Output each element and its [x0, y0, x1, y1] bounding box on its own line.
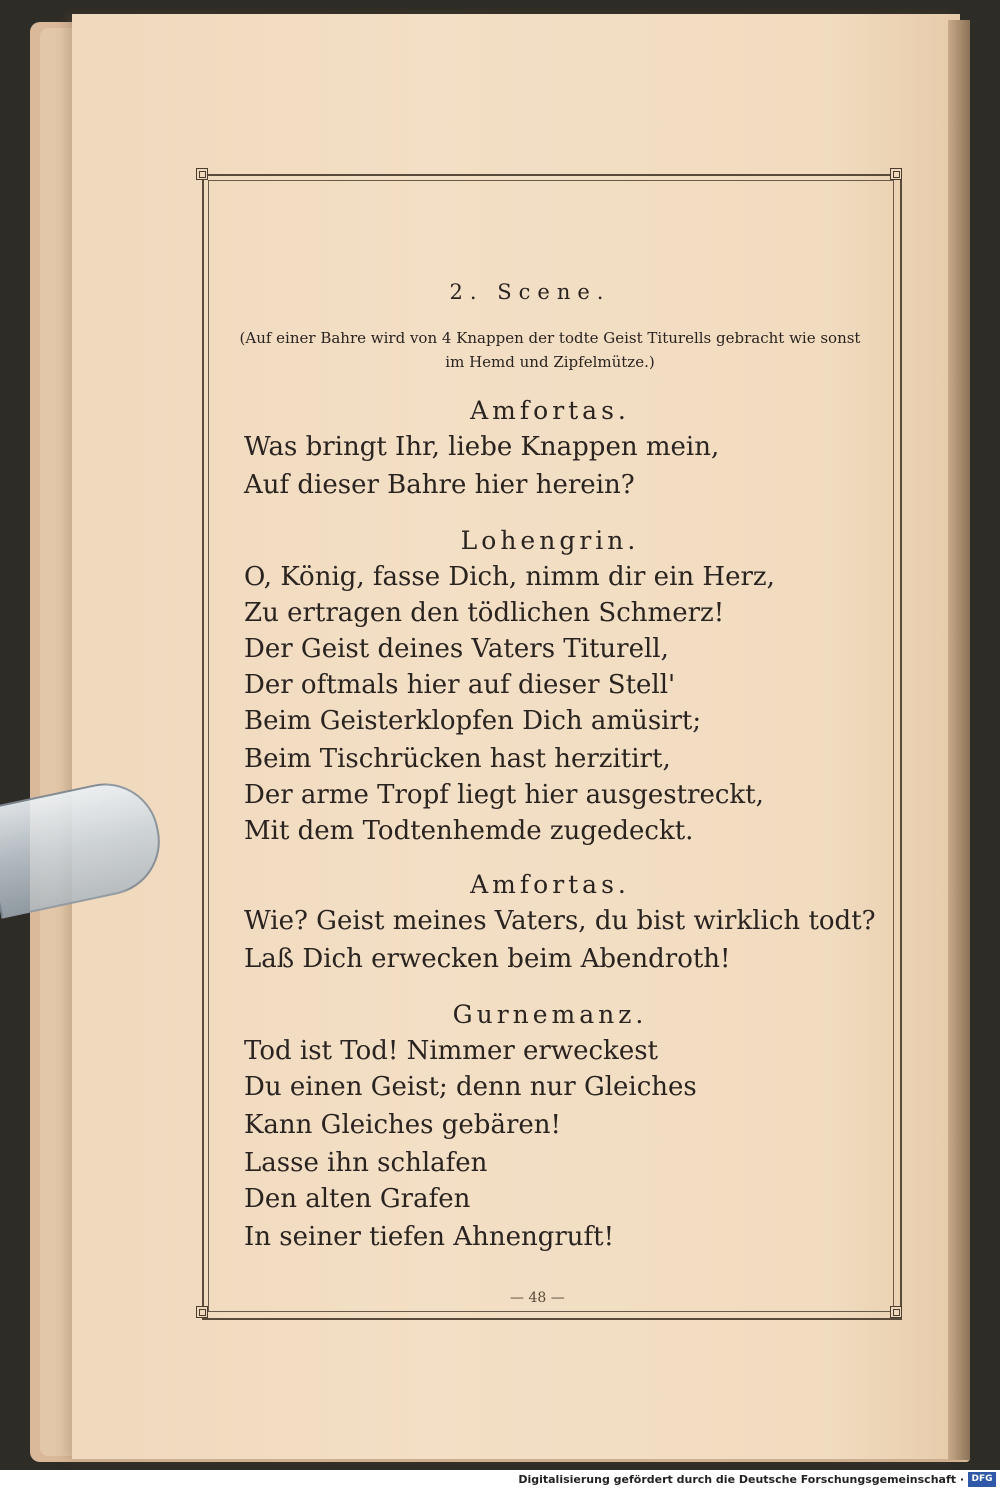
- verse-line: Laß Dich erwecken beim Abendroth!: [244, 944, 731, 974]
- verse-line: Du einen Geist; denn nur Gleiches: [244, 1072, 697, 1102]
- speaker-name: Gurnemanz.: [452, 1000, 648, 1029]
- verse-line: Beim Tischrücken hast herzitirt,: [244, 744, 671, 774]
- verse-line: Tod ist Tod! Nimmer erweckest: [244, 1036, 658, 1066]
- verse-line: Beim Geisterklopfen Dich amüsirt;: [244, 706, 702, 736]
- frame-corner-ornament: [196, 1306, 208, 1318]
- verse-line: In seiner tiefen Ahnengruft!: [244, 1222, 615, 1252]
- speaker-name: Amfortas.: [470, 870, 630, 899]
- page-number: — 48 —: [510, 1290, 565, 1306]
- funding-credit: Digitalisierung gefördert durch die Deutsche Forschungsgemeinschaft ·: [518, 1473, 964, 1486]
- frame-corner-ornament: [890, 1306, 902, 1318]
- verse-line: Mit dem Todtenhemde zugedeckt.: [244, 816, 694, 846]
- verse-line: Auf dieser Bahre hier herein?: [244, 470, 635, 500]
- digitization-footer: [0, 1470, 1000, 1491]
- verse-line: Der oftmals hier auf dieser Stell': [244, 670, 676, 700]
- frame-corner-ornament: [196, 168, 208, 180]
- verse-line: Zu ertragen den tödlichen Schmerz!: [244, 598, 725, 628]
- stage-direction: (Auf einer Bahre wird von 4 Knappen der todte Geist Titurells gebracht wie sonst im Hemd und Zipfelmütze.): [239, 329, 861, 371]
- verse-line: Den alten Grafen: [244, 1184, 471, 1214]
- verse-line: Kann Gleiches gebären!: [244, 1110, 561, 1140]
- dfg-logo: DFG: [968, 1472, 996, 1487]
- verse-line: Lasse ihn schlafen: [244, 1148, 488, 1178]
- speaker-name: Amfortas.: [470, 396, 630, 425]
- verse-line: Was bringt Ihr, liebe Knappen mein,: [244, 432, 720, 462]
- speaker-name: Lohengrin.: [460, 526, 640, 555]
- book-spine: [948, 20, 970, 1460]
- verse-line: Wie? Geist meines Vaters, du bist wirklich todt?: [244, 906, 876, 936]
- frame-corner-ornament: [890, 168, 902, 180]
- scene-heading: 2. Scene.: [449, 280, 611, 304]
- verse-line: O, König, fasse Dich, nimm dir ein Herz,: [244, 562, 775, 592]
- verse-line: Der Geist deines Vaters Titurell,: [244, 634, 669, 664]
- verse-line: Der arme Tropf liegt hier ausgestreckt,: [244, 780, 764, 810]
